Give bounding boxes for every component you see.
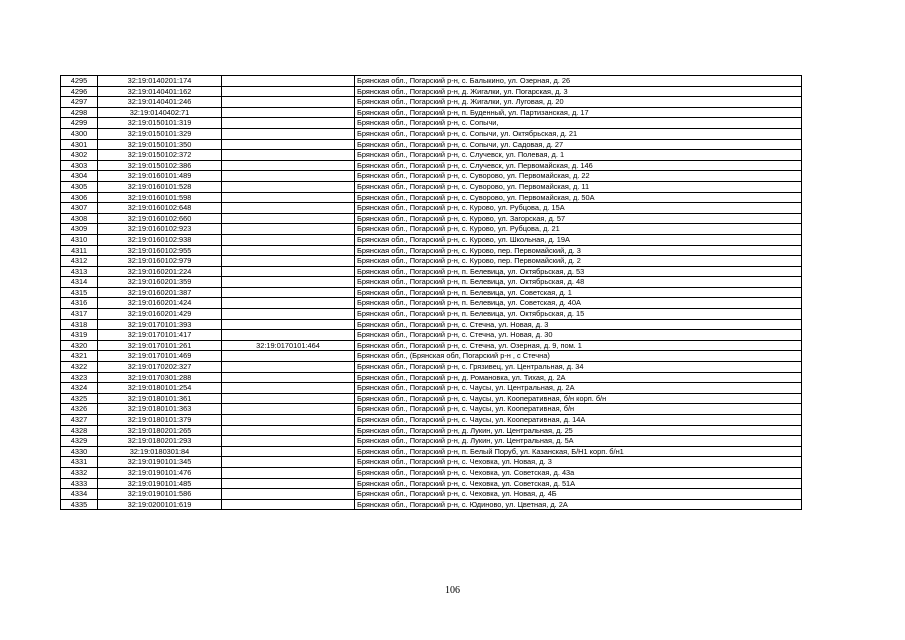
- table-row: [61, 467, 802, 478]
- address-cell: Брянская обл., Погарский р-н, п. Белевица, ул. Октябрьская, д. 53: [355, 266, 802, 277]
- related-cadastral-cell: [222, 446, 355, 457]
- address-cell: Брянская обл., Погарский р-н, с. Случевск, ул. Первомайская, д. 146: [355, 160, 802, 171]
- row-number-cell: 4333: [61, 478, 98, 489]
- address-cell: Брянская обл., Погарский р-н, с. Стечна, ул. Новая, д. 3: [355, 319, 802, 330]
- row-number-cell: 4309: [61, 224, 98, 235]
- table-row: [61, 213, 802, 224]
- related-cadastral-cell: [222, 97, 355, 108]
- table-row: [61, 436, 802, 447]
- address-cell: Брянская обл., Погарский р-н, п. Белевица, ул. Октябрьская, д. 48: [355, 277, 802, 288]
- table-row: [61, 203, 802, 214]
- related-cadastral-cell: [222, 467, 355, 478]
- address-cell: Брянская обл., Погарский р-н, с. Сопычи, ул. Садовая, д. 27: [355, 139, 802, 150]
- address-cell: Брянская обл., Погарский р-н, с. Чеховка, ул. Советская, д. 51А: [355, 478, 802, 489]
- table-row: [61, 224, 802, 235]
- related-cadastral-cell: [222, 224, 355, 235]
- related-cadastral-cell: [222, 383, 355, 394]
- address-cell: Брянская обл., Погарский р-н, с. Грязивец, ул. Центральная, д. 34: [355, 362, 802, 373]
- address-cell: Брянская обл., Погарский р-н, с. Чеховка, ул. Новая, д. 4Б: [355, 489, 802, 500]
- row-number-cell: 4307: [61, 203, 98, 214]
- address-cell: Брянская обл., Погарский р-н, с. Чеховка, ул. Новая, д. 3: [355, 457, 802, 468]
- related-cadastral-cell: [222, 298, 355, 309]
- cadastral-number-cell: 32:19:0160101:598: [98, 192, 222, 203]
- address-cell: Брянская обл., Погарский р-н, с. Стечна, ул. Озерная, д. 9, пом. 1: [355, 340, 802, 351]
- row-number-cell: 4312: [61, 256, 98, 267]
- related-cadastral-cell: [222, 245, 355, 256]
- cadastral-number-cell: 32:19:0150102:372: [98, 150, 222, 161]
- table-row: [61, 160, 802, 171]
- address-cell: Брянская обл., Погарский р-н, с. Случевск, ул. Полевая, д. 1: [355, 150, 802, 161]
- cadastral-number-cell: 32:19:0170101:393: [98, 319, 222, 330]
- address-cell: Брянская обл., Погарский р-н, д. Лукин, ул. Центральная, д. 25: [355, 425, 802, 436]
- related-cadastral-cell: [222, 171, 355, 182]
- row-number-cell: 4323: [61, 372, 98, 383]
- row-number-cell: 4335: [61, 499, 98, 510]
- related-cadastral-cell: [222, 478, 355, 489]
- cadastral-number-cell: 32:19:0160101:528: [98, 181, 222, 192]
- cadastral-number-cell: 32:19:0140201:174: [98, 76, 222, 87]
- related-cadastral-cell: [222, 234, 355, 245]
- row-number-cell: 4295: [61, 76, 98, 87]
- row-number-cell: 4321: [61, 351, 98, 362]
- table-row: [61, 192, 802, 203]
- table-row: [61, 340, 802, 351]
- table-row: [61, 319, 802, 330]
- cadastral-number-cell: 32:19:0190101:485: [98, 478, 222, 489]
- related-cadastral-cell: [222, 330, 355, 341]
- row-number-cell: 4303: [61, 160, 98, 171]
- table-row: [61, 181, 802, 192]
- row-number-cell: 4296: [61, 86, 98, 97]
- table-row: [61, 118, 802, 129]
- related-cadastral-cell: 32:19:0170101:464: [222, 340, 355, 351]
- address-cell: Брянская обл., Погарский р-н, с. Курово, ул. Рубцова, д. 21: [355, 224, 802, 235]
- related-cadastral-cell: [222, 118, 355, 129]
- cadastral-number-cell: 32:19:0160102:648: [98, 203, 222, 214]
- table-row: [61, 97, 802, 108]
- address-cell: Брянская обл., Погарский р-н, д. Жигалки, ул. Луговая, д. 20: [355, 97, 802, 108]
- row-number-cell: 4329: [61, 436, 98, 447]
- cadastral-number-cell: 32:19:0170101:261: [98, 340, 222, 351]
- row-number-cell: 4310: [61, 234, 98, 245]
- related-cadastral-cell: [222, 319, 355, 330]
- table-row: [61, 351, 802, 362]
- table-row: [61, 362, 802, 373]
- table-row: [61, 277, 802, 288]
- address-cell: Брянская обл., Погарский р-н, с. Суворово, ул. Первомайская, д. 11: [355, 181, 802, 192]
- cadastral-number-cell: 32:19:0160102:923: [98, 224, 222, 235]
- row-number-cell: 4308: [61, 213, 98, 224]
- cadastral-number-cell: 32:19:0160201:387: [98, 287, 222, 298]
- address-cell: Брянская обл., Погарский р-н, с. Чаусы, ул. Центральная, д. 2А: [355, 383, 802, 394]
- related-cadastral-cell: [222, 277, 355, 288]
- row-number-cell: 4315: [61, 287, 98, 298]
- address-cell: Брянская обл., Погарский р-н, с. Курово, ул. Школьная, д. 19А: [355, 234, 802, 245]
- table-row: [61, 415, 802, 426]
- related-cadastral-cell: [222, 499, 355, 510]
- row-number-cell: 4305: [61, 181, 98, 192]
- row-number-cell: 4300: [61, 128, 98, 139]
- row-number-cell: 4304: [61, 171, 98, 182]
- address-cell: Брянская обл., Погарский р-н, п. Буденный, ул. Партизанская, д. 17: [355, 107, 802, 118]
- table-row: [61, 404, 802, 415]
- address-cell: Брянская обл., Погарский р-н, с. Курово, ул. Загорская, д. 57: [355, 213, 802, 224]
- row-number-cell: 4320: [61, 340, 98, 351]
- row-number-cell: 4316: [61, 298, 98, 309]
- address-cell: Брянская обл., Погарский р-н, д. Лукин, ул. Центральная, д. 5А: [355, 436, 802, 447]
- row-number-cell: 4302: [61, 150, 98, 161]
- cadastral-number-cell: 32:19:0150101:329: [98, 128, 222, 139]
- cadastral-number-cell: 32:19:0180301:84: [98, 446, 222, 457]
- table-row: [61, 287, 802, 298]
- row-number-cell: 4318: [61, 319, 98, 330]
- table-row: [61, 383, 802, 394]
- row-number-cell: 4313: [61, 266, 98, 277]
- cadastral-number-cell: 32:19:0180101:363: [98, 404, 222, 415]
- related-cadastral-cell: [222, 425, 355, 436]
- cadastral-number-cell: 32:19:0180101:379: [98, 415, 222, 426]
- cadastral-number-cell: 32:19:0200101:619: [98, 499, 222, 510]
- related-cadastral-cell: [222, 309, 355, 320]
- cadastral-number-cell: 32:19:0160201:359: [98, 277, 222, 288]
- table-row: [61, 489, 802, 500]
- row-number-cell: 4298: [61, 107, 98, 118]
- related-cadastral-cell: [222, 128, 355, 139]
- row-number-cell: 4311: [61, 245, 98, 256]
- address-cell: Брянская обл., Погарский р-н, с. Сопычи,: [355, 118, 802, 129]
- address-cell: Брянская обл., Погарский р-н, д. Жигалки, ул. Погарская, д. 3: [355, 86, 802, 97]
- address-cell: Брянская обл., Погарский р-н, с. Балыкино, ул. Озерная, д. 26: [355, 76, 802, 87]
- table-row: [61, 372, 802, 383]
- address-cell: Брянская обл., Погарский р-н, д. Романовка, ул. Тихая, д. 2А: [355, 372, 802, 383]
- cadastral-number-cell: 32:19:0160102:955: [98, 245, 222, 256]
- cadastral-number-cell: 32:19:0180201:293: [98, 436, 222, 447]
- related-cadastral-cell: [222, 203, 355, 214]
- cadastral-number-cell: 32:19:0170202:327: [98, 362, 222, 373]
- cadastral-number-cell: 32:19:0190101:476: [98, 467, 222, 478]
- table-row: [61, 425, 802, 436]
- row-number-cell: 4326: [61, 404, 98, 415]
- address-cell: Брянская обл., Погарский р-н, п. Белый Поруб, ул. Казанская, Б/Н1 корп. б/н1: [355, 446, 802, 457]
- related-cadastral-cell: [222, 457, 355, 468]
- related-cadastral-cell: [222, 160, 355, 171]
- cadastral-number-cell: 32:19:0160102:979: [98, 256, 222, 267]
- related-cadastral-cell: [222, 139, 355, 150]
- table-row: [61, 150, 802, 161]
- cadastral-number-cell: 32:19:0190101:586: [98, 489, 222, 500]
- cadastral-number-cell: 32:19:0150101:350: [98, 139, 222, 150]
- cadastral-number-cell: 32:19:0170101:417: [98, 330, 222, 341]
- related-cadastral-cell: [222, 76, 355, 87]
- cadastral-number-cell: 32:19:0160201:424: [98, 298, 222, 309]
- cadastral-number-cell: 32:19:0180101:254: [98, 383, 222, 394]
- property-table: [60, 75, 802, 510]
- table-row: [61, 128, 802, 139]
- cadastral-number-cell: 32:19:0150102:386: [98, 160, 222, 171]
- cadastral-number-cell: 32:19:0180201:265: [98, 425, 222, 436]
- related-cadastral-cell: [222, 256, 355, 267]
- row-number-cell: 4324: [61, 383, 98, 394]
- cadastral-number-cell: 32:19:0160201:224: [98, 266, 222, 277]
- related-cadastral-cell: [222, 415, 355, 426]
- related-cadastral-cell: [222, 181, 355, 192]
- address-cell: Брянская обл., Погарский р-н, п. Белевица, ул. Советская, д. 1: [355, 287, 802, 298]
- address-cell: Брянская обл., Погарский р-н, с. Курово, пер. Первомайский, д. 2: [355, 256, 802, 267]
- cadastral-number-cell: 32:19:0180101:361: [98, 393, 222, 404]
- address-cell: Брянская обл., Погарский р-н, с. Курово, пер. Первомайский, д. 3: [355, 245, 802, 256]
- address-cell: Брянская обл., Погарский р-н, с. Суворово, ул. Первомайская, д. 22: [355, 171, 802, 182]
- page-number: 106: [445, 585, 460, 596]
- cadastral-number-cell: 32:19:0150101:319: [98, 118, 222, 129]
- cadastral-number-cell: 32:19:0160201:429: [98, 309, 222, 320]
- table-row: [61, 76, 802, 87]
- related-cadastral-cell: [222, 372, 355, 383]
- cadastral-number-cell: 32:19:0140401:246: [98, 97, 222, 108]
- table-row: [61, 478, 802, 489]
- row-number-cell: 4317: [61, 309, 98, 320]
- table-row: [61, 446, 802, 457]
- cadastral-number-cell: 32:19:0160102:660: [98, 213, 222, 224]
- table-body: [61, 76, 802, 510]
- related-cadastral-cell: [222, 489, 355, 500]
- address-cell: Брянская обл., Погарский р-н, с. Чеховка, ул. Советская, д. 43а: [355, 467, 802, 478]
- table-row: [61, 393, 802, 404]
- cadastral-number-cell: 32:19:0140402:71: [98, 107, 222, 118]
- address-cell: Брянская обл., Погарский р-н, с. Чаусы, ул. Кооперативная, б/н: [355, 404, 802, 415]
- related-cadastral-cell: [222, 86, 355, 97]
- related-cadastral-cell: [222, 351, 355, 362]
- row-number-cell: 4322: [61, 362, 98, 373]
- row-number-cell: 4314: [61, 277, 98, 288]
- row-number-cell: 4319: [61, 330, 98, 341]
- table-row: [61, 139, 802, 150]
- related-cadastral-cell: [222, 287, 355, 298]
- address-cell: Брянская обл., Погарский р-н, с. Чаусы, ул. Кооперативная, д. 14А: [355, 415, 802, 426]
- row-number-cell: 4299: [61, 118, 98, 129]
- row-number-cell: 4330: [61, 446, 98, 457]
- row-number-cell: 4334: [61, 489, 98, 500]
- related-cadastral-cell: [222, 404, 355, 415]
- cadastral-number-cell: 32:19:0190101:345: [98, 457, 222, 468]
- table-row: [61, 256, 802, 267]
- address-cell: Брянская обл., Погарский р-н, с. Чаусы, ул. Кооперативная, б/н корп. б/н: [355, 393, 802, 404]
- table-row: [61, 330, 802, 341]
- table-row: [61, 107, 802, 118]
- row-number-cell: 4306: [61, 192, 98, 203]
- table-row: [61, 457, 802, 468]
- table-row: [61, 309, 802, 320]
- row-number-cell: 4297: [61, 97, 98, 108]
- table-row: [61, 171, 802, 182]
- address-cell: Брянская обл., Погарский р-н, с. Суворово, ул. Первомайская, д. 50А: [355, 192, 802, 203]
- related-cadastral-cell: [222, 192, 355, 203]
- cadastral-number-cell: 32:19:0170101:469: [98, 351, 222, 362]
- table-row: [61, 499, 802, 510]
- row-number-cell: 4332: [61, 467, 98, 478]
- related-cadastral-cell: [222, 107, 355, 118]
- table-row: [61, 298, 802, 309]
- address-cell: Брянская обл., Погарский р-н, с. Курово, ул. Рубцова, д. 15А: [355, 203, 802, 214]
- related-cadastral-cell: [222, 393, 355, 404]
- related-cadastral-cell: [222, 150, 355, 161]
- address-cell: Брянская обл., Погарский р-н, с. Сопычи, ул. Октябрьская, д. 21: [355, 128, 802, 139]
- related-cadastral-cell: [222, 213, 355, 224]
- address-cell: Брянская обл., Погарский р-н, с. Стечна, ул. Новая, д. 30: [355, 330, 802, 341]
- row-number-cell: 4325: [61, 393, 98, 404]
- table-row: [61, 266, 802, 277]
- cadastral-number-cell: 32:19:0160101:489: [98, 171, 222, 182]
- address-cell: Брянская обл., Погарский р-н, п. Белевица, ул. Октябрьская, д. 15: [355, 309, 802, 320]
- address-cell: Брянская обл., Погарский р-н, с. Юдиново, ул. Цветная, д. 2А: [355, 499, 802, 510]
- table-row: [61, 86, 802, 97]
- related-cadastral-cell: [222, 436, 355, 447]
- address-cell: Брянская обл., (Брянская обл, Погарский р-н , с Стечна): [355, 351, 802, 362]
- row-number-cell: 4327: [61, 415, 98, 426]
- related-cadastral-cell: [222, 362, 355, 373]
- cadastral-number-cell: 32:19:0160102:938: [98, 234, 222, 245]
- row-number-cell: 4301: [61, 139, 98, 150]
- cadastral-number-cell: 32:19:0140401:162: [98, 86, 222, 97]
- related-cadastral-cell: [222, 266, 355, 277]
- address-cell: Брянская обл., Погарский р-н, п. Белевица, ул. Советская, д. 40А: [355, 298, 802, 309]
- cadastral-number-cell: 32:19:0170301:288: [98, 372, 222, 383]
- row-number-cell: 4331: [61, 457, 98, 468]
- row-number-cell: 4328: [61, 425, 98, 436]
- table-row: [61, 234, 802, 245]
- table-row: [61, 245, 802, 256]
